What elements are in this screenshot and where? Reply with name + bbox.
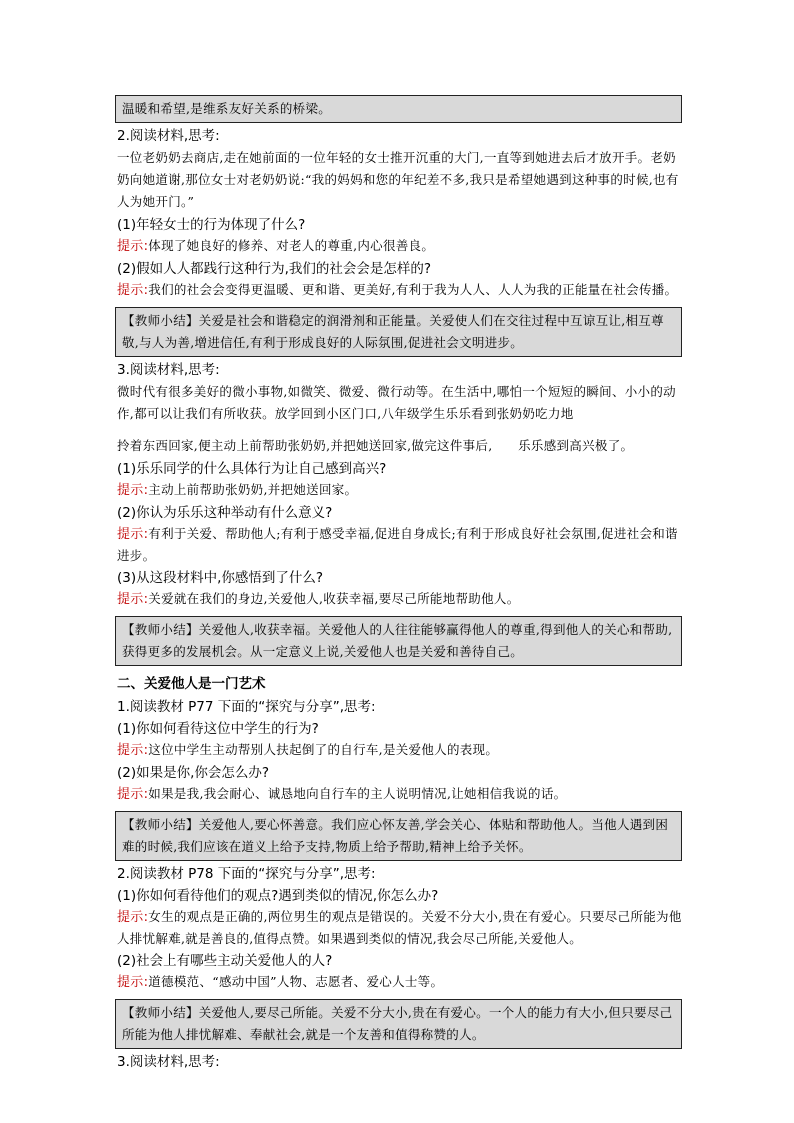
- hint-label: 提示:: [117, 483, 149, 498]
- question-2: (2)假如人人都践行这种行为,我们的社会会是怎样的?: [117, 261, 432, 277]
- summary-box-top: 温暖和希望,是维系友好关系的桥梁。: [115, 95, 682, 123]
- hint-text: 关爱就在我们的身边,关爱他人,收获幸福,要尽己所能地帮助他人。: [148, 591, 520, 606]
- teacher-summary-box-2: 【教师小结】关爱他人,收获幸福。关爱他人的人往往能够赢得他人的尊重,得到他人的关心和帮助,获得更多的发展机会。从一定意义上说,关爱他人也是关爱和善待自己。: [115, 616, 682, 666]
- hint-label: 提示:: [117, 592, 149, 607]
- hint-label: 提示:: [117, 283, 149, 298]
- hint-label: 提示:: [117, 527, 149, 542]
- question-1: (1)乐乐同学的什么具体行为让自己感到高兴?: [117, 461, 387, 477]
- hint-text: 主动上前帮助张奶奶,并把她送回家。: [148, 482, 358, 497]
- hint-1: [117, 739, 682, 761]
- section-title-art-of-caring: 二、关爱他人是一门艺术: [117, 676, 266, 692]
- hint-label: 提示:: [117, 743, 149, 758]
- question-2: (2)社会上有哪些主动关爱他人的人?: [117, 953, 333, 969]
- question-2: (2)如果是你,你会怎么办?: [117, 765, 270, 781]
- teacher-summary-box-4: 【教师小结】关爱他人,要尽己所能。关爱不分大小,贵在有爱心。一个人的能力有大小,但只要尽己所能为他人排忧解难、奉献社会,就是一个友善和值得称赞的人。: [115, 999, 682, 1049]
- spacer: [115, 425, 682, 435]
- hint-label: 提示:: [117, 975, 149, 990]
- teacher-summary-box-1: 【教师小结】关爱是社会和谐稳定的润滑剂和正能量。关爱使人们在交往过程中互谅互让,相互尊敬,与人为善,增进信任,有利于形成良好的人际氛围,促进社会文明进步。: [115, 307, 682, 357]
- hint-text: 这位中学生主动帮别人扶起倒了的自行车,是关爱他人的表现。: [148, 742, 499, 757]
- question-3: (3)从这段材料中,你感悟到了什么?: [117, 570, 324, 586]
- hint-label: 提示:: [117, 787, 149, 802]
- read-material-heading-final: 3.阅读材料,思考:: [117, 1054, 220, 1070]
- hint-label: 提示:: [117, 910, 149, 925]
- question-1: (1)你如何看待他们的观点?遇到类似的情况,你怎么办?: [117, 888, 439, 904]
- hint-2: [117, 783, 682, 805]
- document-page: [115, 95, 682, 1073]
- hint-text: 有利于关爱、帮助他人;有利于感受幸福,促进自身成长;有利于形成良好社会氛围,促进社会和谐进步。: [117, 526, 678, 563]
- hint-2: [117, 279, 682, 301]
- hint-text: 我们的社会会变得更温暖、更和谐、更美好,有利于我为人人、人人为我的正能量在社会传播。: [148, 282, 678, 297]
- hint-1: [117, 479, 682, 501]
- hint-2: [117, 523, 682, 566]
- question-2: (2)你认为乐乐这种举动有什么意义?: [117, 505, 333, 521]
- material-micro-era-cont: 拎着东西回家,便主动上前帮助张奶奶,并把她送回家,做完这件事后, 乐乐感到高兴极了。: [117, 438, 634, 453]
- teacher-summary-box-3: 【教师小结】关爱他人,要心怀善意。我们应心怀友善,学会关心、体贴和帮助他人。当他人遇到困难的时候,我们应该在道义上给予支持,物质上给予帮助,精神上给予关怀。: [115, 811, 682, 861]
- question-1: (1)你如何看待这位中学生的行为?: [117, 721, 319, 737]
- hint-2: [117, 971, 682, 993]
- read-material-heading-3: 3.阅读材料,思考:: [117, 362, 220, 378]
- read-textbook-heading-2: 2.阅读教材 P78 下面的“探究与分享”,思考:: [117, 866, 376, 882]
- question-1: (1)年轻女士的行为体现了什么?: [117, 217, 306, 233]
- hint-text: 如果是我,我会耐心、诚恳地向自行车的主人说明情况,让她相信我说的话。: [148, 786, 567, 801]
- hint-1: [117, 906, 682, 949]
- hint-label: 提示:: [117, 239, 149, 254]
- read-textbook-heading-1: 1.阅读教材 P77 下面的“探究与分享”,思考:: [117, 699, 376, 715]
- hint-3: [117, 588, 682, 610]
- hint-text: 体现了她良好的修养、对老人的尊重,内心很善良。: [148, 238, 435, 253]
- hint-1: [117, 235, 682, 257]
- read-material-heading-2: 2.阅读材料,思考:: [117, 128, 220, 144]
- material-micro-era: 微时代有很多美好的微小事物,如微笑、微爱、微行动等。在生活中,哪怕一个短短的瞬间、小小的动作,都可以让我们有所收获。放学回到小区门口,八年级学生乐乐看到张奶奶吃力地: [117, 384, 676, 421]
- hint-text: 道德模范、“感动中国”人物、志愿者、爱心人士等。: [148, 974, 444, 989]
- material-old-lady: 一位老奶奶去商店,走在她前面的一位年轻的女士推开沉重的大门,一直等到她进去后才放开手。老奶奶向她道谢,那位女士对老奶奶说:“我的妈妈和您的年纪差不多,我只是希望她遇到这种事的时候,也有人为她开门。”: [117, 150, 679, 209]
- hint-text: 女生的观点是正确的,两位男生的观点是错误的。关爱不分大小,贵在有爱心。只要尽己所能为他人排忧解难,就是善良的,值得点赞。如果遇到类似的情况,我会尽己所能,关爱他人。: [117, 909, 682, 946]
